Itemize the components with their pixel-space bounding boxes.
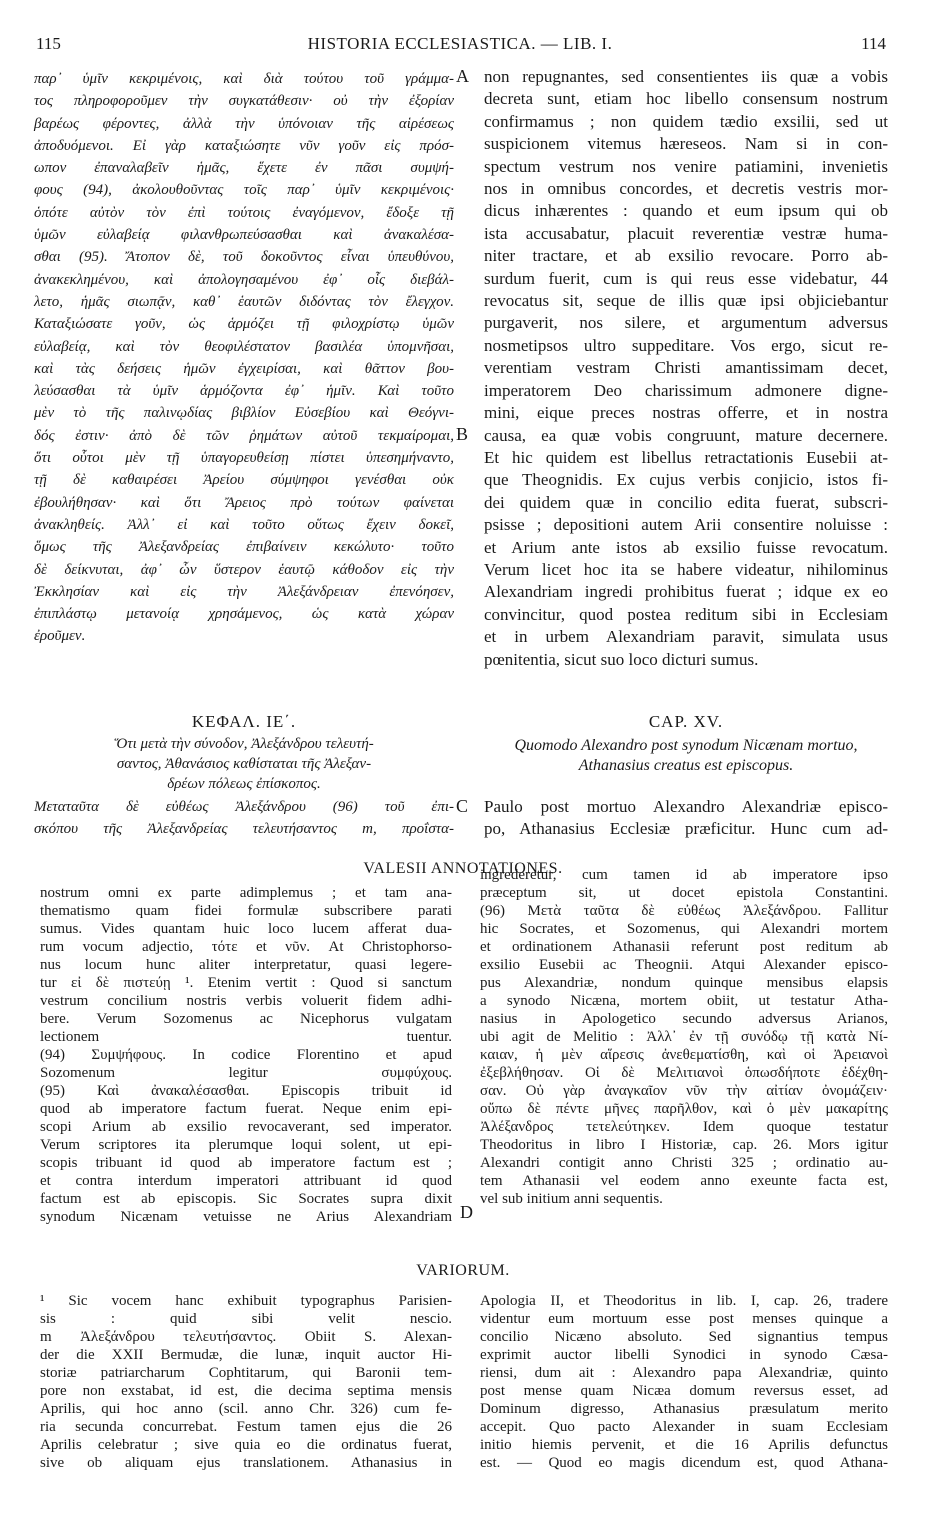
note-line: Alexandri contigit anno Christi 325 ; ordinatio au- xyxy=(480,1155,888,1171)
text-line: dei quidem quæ in concilio edita fuerat, subscri- xyxy=(484,492,888,512)
note-line: et ordinationem Athanasii referunt post reditum ab xyxy=(480,939,888,955)
latin-chapter-subtitle xyxy=(484,736,888,776)
page-number-right: 114 xyxy=(861,34,886,53)
text-line: Paulo post mortuo Alexandro Alexandriæ episco- xyxy=(484,797,888,816)
note-line: sis : quid sibi velit nescio. xyxy=(40,1311,452,1327)
greek-chapter-text xyxy=(34,796,454,840)
text-line: po, Athanasius Ecclesiæ præficitur. Hunc cum ad- xyxy=(484,819,888,838)
note-line: hic Socrates, et Sozomenus, qui Alexandri mortem xyxy=(480,921,888,937)
greek-chapter-subtitle xyxy=(34,734,454,794)
text-line: φους (94), ἀκολουθοῦντας τοῖς παρ᾽ ὑμῖν κεκριμένοις· xyxy=(34,182,454,199)
note-line: est. — Quod eo magis dicendum est, quod Athana- xyxy=(480,1455,888,1471)
latin-chapter-title: CAP. XV. xyxy=(648,712,724,731)
note-line: ¹ Sic vocem hanc exhibuit typographus Parisien- xyxy=(40,1293,452,1309)
note-line: nus locum hunc aliter interpretatur, quasi legere- xyxy=(40,957,452,973)
text-line: ὑμῶν εὐλαβείᾳ φιλανθρωπεύσασθαι καὶ ἀνακαλέσα- xyxy=(34,227,454,244)
text-line: dicus inhærentes : quando et eum ipsum qui ob xyxy=(484,201,888,221)
note-line: m Ἀλεξάνδρου τελευτήσαντος. Obiit S. Alexan- xyxy=(40,1329,452,1345)
text-line: et in urbem Alexandriam paravit, simulata usus xyxy=(484,627,888,647)
note-line: accepit. Quo pacto Alexander in suam Ecclesiam xyxy=(480,1419,888,1435)
note-line: exprimit auctor libelli Synodici in synodo Cæsa- xyxy=(480,1347,888,1363)
note-line: a synodo Nicæna, mortem obiit, ut testatur Atha- xyxy=(480,993,888,1009)
note-line: sive ob aliquam ejus translationem. Athanasius in xyxy=(40,1455,452,1471)
note-line: Aprilis celebratur ; sive quia eo die ordinatus fuerat, xyxy=(40,1437,452,1453)
text-line: ἀποδυόμενοι. Εἰ γὰρ καταξιώσητε νῦν γοῦν εἰς πρόσ- xyxy=(34,137,454,154)
text-line: verentiam vestram Christi amantissimam decet, xyxy=(484,358,888,378)
note-line: lectionem tuentur. xyxy=(40,1029,452,1045)
note-line: οὔπω δὲ πέντε μῆνες παρῆλθον, καὶ ὁ μὲν μακαρίτης xyxy=(480,1101,888,1117)
text-line: σθαι (95). Ἄτοπον δὲ, τοῦ δοκοῦντος εἶναι ὑπευθύνου, xyxy=(34,249,454,266)
subtitle-line: Athanasius creatus est episcopus. xyxy=(578,757,794,774)
text-line: convincitur, quod postea reditum sibi in Ecclesiam xyxy=(484,604,888,624)
text-line: σκόπου τῆς Ἀλεξανδρείας τελευτήσαντος m, προΐστα- xyxy=(34,821,454,837)
note-line: ria secunda concurrebat. Festum tamen ejus die 26 xyxy=(40,1419,452,1435)
note-line: pore non exstabat, id est, die decima septima mensis xyxy=(40,1383,452,1399)
text-line: psisse ; depositioni autem Arii consentire noluisse : xyxy=(484,515,888,535)
text-line: Alexandriam ingredi prohibitus fuerat ; idque ex eo xyxy=(484,582,888,602)
text-line: imperatorem Deo charissimum admonere digne- xyxy=(484,380,888,400)
note-line: quod ab imperatore factum fuerat. Neque enim epi- xyxy=(40,1101,452,1117)
text-line: et Arium ante istos ab exsilio fuisse revocatum. xyxy=(484,537,888,557)
text-line: ἀνακεκλημένου, καὶ ἀπολογησαμένου ἐφ᾽ οἷς διεβάλ- xyxy=(34,271,454,288)
note-line: vel sub initium anni sequentis. xyxy=(480,1191,663,1207)
note-line: nasius in Apologetico secundo adversus Arianos, xyxy=(480,1011,888,1027)
greek-chapter-title: ΚΕΦΑΛ. ΙΕ΄. xyxy=(191,712,297,731)
margin-marker-b: B xyxy=(456,424,469,444)
margin-marker-a: A xyxy=(456,66,469,86)
note-line: exsilio Eusebii ac Theognii. Atqui Alexander episco- xyxy=(480,957,888,973)
latin-chapter-text xyxy=(484,796,888,840)
annotations-heading: VALESII ANNOTATIONES. xyxy=(363,860,563,877)
note-line: der die XXII Bermudæ, die lunæ, inquit auctor Hi- xyxy=(40,1347,452,1363)
note-line: initio hiemis pervenit, et die 16 Aprilis defunctus xyxy=(480,1437,888,1453)
note-line: Sozomenum legitur συμφύχους. xyxy=(40,1065,452,1081)
variorum-heading: VARIORUM. xyxy=(416,1262,510,1279)
text-line: causa, ea quæ vobis congruunt, mature decernere. xyxy=(484,425,888,445)
text-line: μὲν τὸ τῆς παλινῳδίας βιβλίον Εὐσεβίου καὶ Θεόγνι- xyxy=(34,405,454,422)
subtitle-line: δρέων πόλεως ἐπίσκοπος. xyxy=(167,776,321,792)
latin-main-column xyxy=(484,66,888,671)
note-line: (94) Συμψήφους. In codice Florentino et apud xyxy=(40,1047,452,1063)
annotations-left-column xyxy=(40,884,452,1226)
note-line: Verum scriptores ita plerumque loqui solent, ut epi- xyxy=(40,1137,452,1153)
margin-marker-d: D xyxy=(460,1202,473,1222)
text-line: ὅτι οὗτοι μὲν τῇ ὑπαγορευθείσῃ πίστει ὑπεσημήναντο, xyxy=(34,450,454,467)
text-line: τος πληροφοροῦμεν τὴν συγκατάθεσιν· οὐ τὴν ἐξορίαν xyxy=(34,93,454,110)
note-line: bere. Verum Sozomenus ac Nicephorus vulgatam xyxy=(40,1011,452,1027)
note-line: Theodoritus in libro I Historiæ, cap. 26. Mors igitur xyxy=(480,1137,888,1153)
annotations-right-column xyxy=(480,866,888,1208)
text-line: βαρέως φέροντες, ἀλλὰ τὴν ὑπόνοιαν τῆς αἱρέσεως xyxy=(34,115,454,132)
subtitle-line: Quomodo Alexandro post synodum Nicænam mortuo, xyxy=(514,737,858,754)
margin-marker-c: C xyxy=(456,796,469,816)
note-line: Ἀλέξανδρος τετελεύτηκεν. Idem quoque testatur xyxy=(480,1119,888,1135)
text-line: παρ᾽ ὑμῖν κεκριμένοις, καὶ διὰ τούτου τοῦ γράμμα- xyxy=(34,71,454,87)
text-line: λετο, ἡμᾶς σιωπᾷν, καθ᾽ ἑαυτῶν διδόντας τὸν ἔλεγχον. xyxy=(34,293,454,310)
text-line: τῇ δὲ καθαιρέσει Ἀρείου σύμψηφοι γενέσθαι οὐκ xyxy=(34,472,454,489)
variorum-left-column xyxy=(40,1292,452,1472)
note-line: ἐξεβλήθησαν. Οἱ δὲ Μελιτιανοὶ ὁπωσδήποτε ἐδέχθη- xyxy=(480,1065,888,1081)
text-line: nos in omnibus concordes, et decretis vestris mor- xyxy=(484,179,888,199)
note-line: ingrederetur, cum tamen id ab imperatore ipso xyxy=(480,867,888,883)
text-line: δός ἐστιν· ἀπὸ δὲ τῶν ῥημάτων αὐτοῦ τεκμαίρομαι, xyxy=(34,427,454,444)
note-line: præceptum sit, ut docet epistola Constantini. xyxy=(480,885,888,901)
variorum-right-column xyxy=(480,1292,888,1472)
text-line: que Theognidis. Ex cujus verbis conjicio, istos fi- xyxy=(484,470,888,490)
note-line: pus Alexandriæ, nondum quinque mensibus elapsis xyxy=(480,975,888,991)
note-line: factum est ab episcopis. Sic Socrates supra dixit xyxy=(40,1191,452,1207)
note-line: (96) Μετὰ ταῦτα δὲ εὐθέως Ἀλεξάνδρου. Fallitur xyxy=(480,903,888,919)
running-title: HISTORIA ECCLESIASTICA. — LIB. I. xyxy=(307,34,613,53)
text-line: Καταξιώσατε γοῦν, ὡς ἁρμόζει τῇ φιλοχρίστῳ ὑμῶν xyxy=(34,316,454,333)
text-line: Et hic quidem est libellus retractationis Eusebii at- xyxy=(484,447,888,467)
note-line: scopi Arium ab exsilio revocaverant, sed imperator. xyxy=(40,1119,452,1135)
text-line: ἐπιπλάστῳ μετανοίᾳ χρησάμενος, ὡς κατὰ χώραν xyxy=(34,606,454,623)
note-line: concilio Nicæno absoluto. Sed signantius tempus xyxy=(480,1329,888,1345)
subtitle-line: Ὅτι μετὰ τὴν σύνοδον, Ἀλεξάνδρου τελευτή- xyxy=(114,736,374,752)
running-header xyxy=(30,30,890,56)
note-line: tur εἰ δὲ πιστεύῃ ¹. Etenim vertit : Quod si sanctum xyxy=(40,975,452,991)
note-line: riensi, dum ait : Alexandro papa Alexandriæ, quinto xyxy=(480,1365,888,1381)
note-line: (95) Καὶ ἀνακαλέσασθαι. Episcopis tribuit id xyxy=(40,1083,452,1099)
text-line: spectum vestrum nos venire patiamini, invenietis xyxy=(484,156,888,176)
note-line: scopis tribuant id quod ab imperatore factum est ; xyxy=(40,1155,452,1171)
text-line: ista accusabatur, placuit reverentiæ vestræ huma- xyxy=(484,223,888,243)
note-line: vestrum concilium nostris verbis voluerit fidem adhi- xyxy=(40,993,452,1009)
text-line: suspicionem vitemus hæreseos. Nam si in con- xyxy=(484,134,888,154)
note-line: rum vocum adjectio, τότε et νῦν. At Christophorso- xyxy=(40,939,452,955)
note-line: ubi agit de Melitio : Ἀλλ᾽ ἐν τῇ συνόδῳ τῇ κατὰ Νί- xyxy=(480,1029,888,1045)
note-line: sumus. Vides quantam huic loco lucem afferat dua- xyxy=(40,921,452,937)
note-line: Dominum digresso, Athanasius præsulatum merito xyxy=(480,1401,888,1417)
note-line: storiæ patriarcharum Cophtitarum, qui Baronii tem- xyxy=(40,1365,452,1381)
text-line: nosmetipsos ultro suppeditare. Vos ergo, sicut re- xyxy=(484,335,888,355)
text-line: pœnitentia, sicut suo loco dicturi sumus. xyxy=(484,649,759,669)
text-line: ωπον ἐπαναλαβεῖν ἡμᾶς, ἕχετε ἐν πᾶσι συμψή- xyxy=(34,160,454,177)
text-line: confirmamus ; non quidem tædio exsilii, sed ut xyxy=(484,111,888,131)
text-line: purgaverit, nos silere, et argumentum adversus xyxy=(484,313,888,333)
note-line: Aprilis, qui hoc anno (scil. anno Chr. 326) cum fe- xyxy=(40,1401,452,1417)
note-line: et contra interdum imperatori attribuant id quod xyxy=(40,1173,452,1189)
text-line: ἀνακληθείς. Ἀλλ᾽ εἰ καὶ τοῦτο οὕτως ἔχειν δοκεῖ, xyxy=(34,516,454,533)
text-line: ἐροῦμεν. xyxy=(34,628,86,645)
text-line: καὶ τὰς δεήσεις ἡμῶν ἐγχειρίσαι, καὶ θᾶττον βου- xyxy=(34,360,454,377)
subtitle-line: σαντος, Ἀθανάσιος καθίσταται τῆς Ἀλεξαν- xyxy=(116,756,372,772)
note-line: καιαν, ἡ μὲν αἵρεσις ἀνεθεματίσθη, καὶ οἱ Ἀρειανοὶ xyxy=(480,1047,888,1063)
text-line: non repugnantes, sed consentientes iis quæ a vobis xyxy=(484,67,888,86)
note-line: thematismo quam fidei formulæ subscribere parati xyxy=(40,903,452,919)
text-line: ἐβουλήθησαν· καὶ ὅτι Ἄρειος πρὸ τούτων φαίνεται xyxy=(34,494,454,511)
note-line: post mense quam Nicæa domum reversus esset, ad xyxy=(480,1383,888,1399)
page-number-left: 115 xyxy=(36,34,61,53)
text-line: Verum licet hoc ita se habere videatur, nihilominus xyxy=(484,559,888,579)
text-line: decreta sunt, etiam hoc libello consensum nostrum xyxy=(484,89,888,109)
note-line: σαν. Οὐ γὰρ ἀναγκαῖον νῦν τὴν αἰτίαν ὀνομάζειν· xyxy=(480,1083,888,1099)
text-line: niter tractare, et ab exsilio revocare. Porro ab- xyxy=(484,246,888,266)
text-line: ὅμως τῆς Ἀλεξανδρείας ἐπιβαίνειν κεκώλυτο· τοῦτο xyxy=(34,539,454,556)
text-line: Μεταταῦτα δὲ εὐθέως Ἀλεξάνδρου (96) τοῦ ἐπι- xyxy=(34,799,454,815)
text-line: Ἐκκλησίαν καὶ εἰς τὴν Ἀλεξάνδρειαν ἐπενόησεν, xyxy=(34,583,454,600)
note-line: tem Athanasii vel eodem anno exeunte facta est, xyxy=(480,1173,888,1189)
greek-main-column xyxy=(34,68,454,648)
note-line: synodum Nicænam vetuisse ne Arius Alexandriam xyxy=(40,1209,452,1225)
note-line: Apologia II, et Theodoritus in lib. I, cap. 26, tradere xyxy=(480,1293,888,1309)
text-line: mini, eique preces nostras offerre, et in nostra xyxy=(484,403,888,423)
text-line: ὁπότε αὐτὸν τὸν ἐπὶ τούτοις ἐναγόμενον, ἔδοξε τῇ xyxy=(34,204,454,221)
text-line: surdum fuerit, cum is qui reus esse videbatur, 44 xyxy=(484,268,888,288)
text-line: εὐλαβείᾳ, καὶ τὸν θεοφιλέστατον βασιλέα ὑπομνῆσαι, xyxy=(34,338,454,355)
text-line: revocatus sit, seque de illis quæ ipsi objiciebantur xyxy=(484,291,888,311)
text-line: δὲ δείκνυται, ἀφ᾽ ὧν ὕστερον ἑαυτῷ κάθοδον εἰς τὴν xyxy=(34,561,454,578)
note-line: nostrum omni ex parte adimplemus ; et tam ana- xyxy=(40,885,452,901)
text-line: λεύσασθαι τὰ ὑμῖν ἁρμόζοντα ἐφ᾽ ἡμῖν. Καὶ τοῦτο xyxy=(34,383,454,400)
note-line: videntur eum mortuum esse post menses quinque a xyxy=(480,1311,888,1327)
